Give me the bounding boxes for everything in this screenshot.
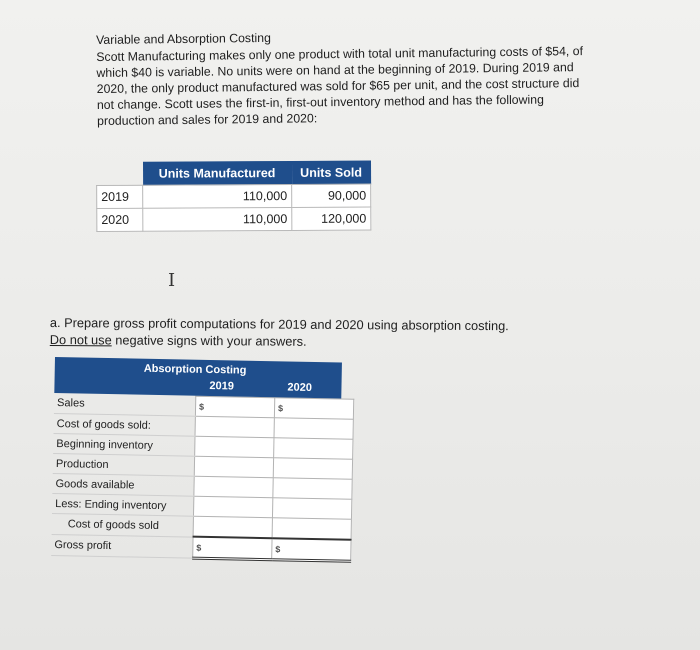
cogs-heading-2019-cell	[195, 416, 274, 438]
beginning-inventory-2020-input[interactable]	[274, 438, 353, 460]
gross-profit-2020-input[interactable]: $	[272, 538, 351, 561]
gross-profit-2019-input[interactable]: $	[193, 537, 272, 560]
question-prompt	[50, 314, 509, 351]
row-label-cogs-heading: Cost of goods sold:	[54, 413, 196, 436]
instruction-rest: negative signs with your answers.	[111, 332, 307, 349]
problem-title: Variable and Absorption Costing	[96, 30, 271, 47]
problem-statement	[96, 26, 627, 129]
goods-available-2019-input[interactable]	[194, 476, 273, 498]
sales-2019-input[interactable]: $	[195, 396, 274, 418]
column-2019-header: 2019	[209, 379, 235, 393]
table-row	[97, 207, 371, 231]
production-2020-input[interactable]	[273, 458, 352, 480]
header-blank	[96, 162, 142, 186]
row-label-sales: Sales	[54, 393, 196, 416]
cost-of-goods-sold-2019-input[interactable]	[193, 516, 272, 538]
units-sold-cell: 120,000	[292, 207, 371, 230]
units-manufactured-cell: 110,000	[143, 207, 292, 231]
row-label-gross-profit: Gross profit	[51, 534, 193, 558]
goods-available-2020-input[interactable]	[273, 478, 352, 500]
underlined-instruction: Do not use	[49, 331, 112, 348]
cogs-heading-2020-cell	[274, 418, 353, 440]
absorption-header	[54, 357, 342, 399]
year-cell: 2019	[97, 185, 143, 208]
units-sold-cell: 90,000	[292, 184, 371, 207]
ending-inventory-2019-input[interactable]	[193, 496, 272, 518]
sales-2020-input[interactable]: $	[274, 398, 353, 420]
production-2019-input[interactable]	[194, 456, 273, 478]
text-cursor-icon: I	[168, 270, 176, 291]
header-units-sold: Units Sold	[291, 161, 370, 185]
year-cell: 2020	[97, 208, 143, 231]
problem-line: Scott Manufacturing makes only one product with total unit manufacturing costs of $54, of	[96, 44, 584, 64]
header-units-manufactured: Units Manufactured	[142, 161, 291, 185]
units-table-header	[96, 161, 370, 186]
problem-line: which $40 is variable. No units were on hand at the beginning of 2019. During 2019 and	[96, 60, 574, 80]
column-2020-header: 2020	[287, 381, 313, 394]
table-row	[97, 184, 371, 208]
absorption-title: Absorption Costing	[143, 362, 247, 377]
absorption-costing-table	[51, 357, 355, 563]
row-label-beginning-inventory: Beginning inventory	[53, 433, 195, 456]
row-label-cost-of-goods-sold: Cost of goods sold	[52, 513, 194, 536]
units-manufactured-cell: 110,000	[143, 184, 292, 208]
question-line: a. Prepare gross profit computations for 2019 and 2020 using absorption costing.	[49, 314, 509, 334]
units-table	[96, 161, 371, 232]
row-label-ending-inventory: Less: Ending inventory	[52, 493, 194, 516]
cost-of-goods-sold-2020-input[interactable]	[272, 518, 351, 540]
problem-line: 2020, the only product manufactured was sold for $65 per unit, and the cost structure did	[96, 76, 580, 96]
absorption-grid	[51, 393, 354, 563]
table-row	[51, 534, 351, 561]
ending-inventory-2020-input[interactable]	[272, 498, 351, 520]
beginning-inventory-2019-input[interactable]	[195, 436, 274, 458]
problem-line: not change. Scott uses the first-in, first-out inventory method and has the following	[96, 92, 544, 112]
question-instruction	[50, 331, 509, 351]
row-label-goods-available: Goods available	[52, 473, 194, 496]
problem-line: production and sales for 2019 and 2020:	[97, 111, 318, 128]
row-label-production: Production	[53, 453, 195, 476]
